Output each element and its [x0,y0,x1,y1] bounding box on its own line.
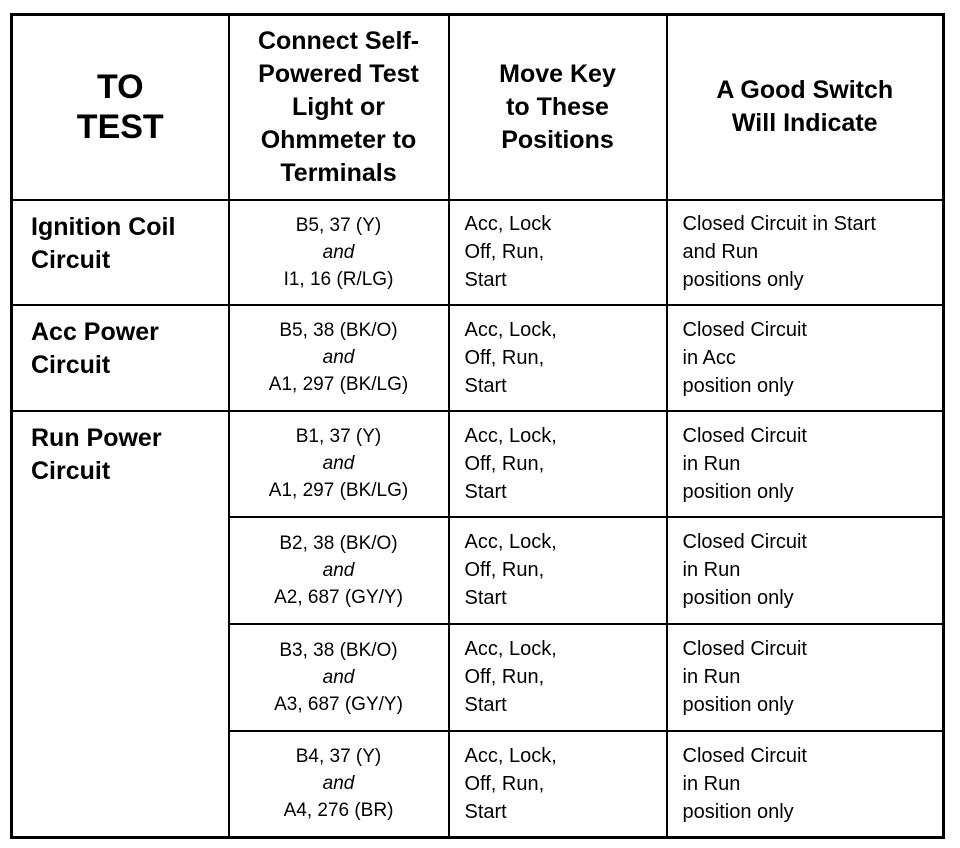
terminals-cell: B1, 37 (Y) and A1, 297 (BK/LG) [229,411,449,517]
table-row [12,305,944,411]
table-row [12,411,944,517]
terminals-cell: B4, 37 (Y) and A4, 276 (BR) [229,731,449,838]
indicate-cell: Closed Circuit in Run position only [667,411,944,517]
header-to-test: TO TEST [12,15,229,200]
table-row [12,200,944,305]
terminals-cell: B3, 38 (BK/O) and A3, 687 (GY/Y) [229,624,449,731]
positions-cell: Acc, Lock, Off, Run, Start [449,517,667,624]
header-move-key: Move Key to These Positions [449,15,667,200]
terminals-cell: B5, 37 (Y) and I1, 16 (R/LG) [229,200,449,305]
indicate-cell: Closed Circuit in Run position only [667,731,944,838]
indicate-cell: Closed Circuit in Run position only [667,517,944,624]
positions-cell: Acc, Lock, Off, Run, Start [449,305,667,411]
header-row [12,15,944,200]
test-name-cell: Acc Power Circuit [12,305,229,411]
terminals-cell: B5, 38 (BK/O) and A1, 297 (BK/LG) [229,305,449,411]
positions-cell: Acc, Lock, Off, Run, Start [449,624,667,731]
positions-cell: Acc, Lock Off, Run, Start [449,200,667,305]
test-name-cell: Ignition Coil Circuit [12,200,229,305]
indicate-cell: Closed Circuit in Acc position only [667,305,944,411]
indicate-cell: Closed Circuit in Run position only [667,624,944,731]
terminals-cell: B2, 38 (BK/O) and A2, 687 (GY/Y) [229,517,449,624]
header-good-switch: A Good Switch Will Indicate [667,15,944,200]
positions-cell: Acc, Lock, Off, Run, Start [449,731,667,838]
indicate-cell: Closed Circuit in Start and Run positions only [667,200,944,305]
switch-test-table [10,13,945,839]
test-name-cell: Run Power Circuit [12,411,229,838]
header-connect-terminals: Connect Self- Powered Test Light or Ohmmeter to Terminals [229,15,449,200]
positions-cell: Acc, Lock, Off, Run, Start [449,411,667,517]
